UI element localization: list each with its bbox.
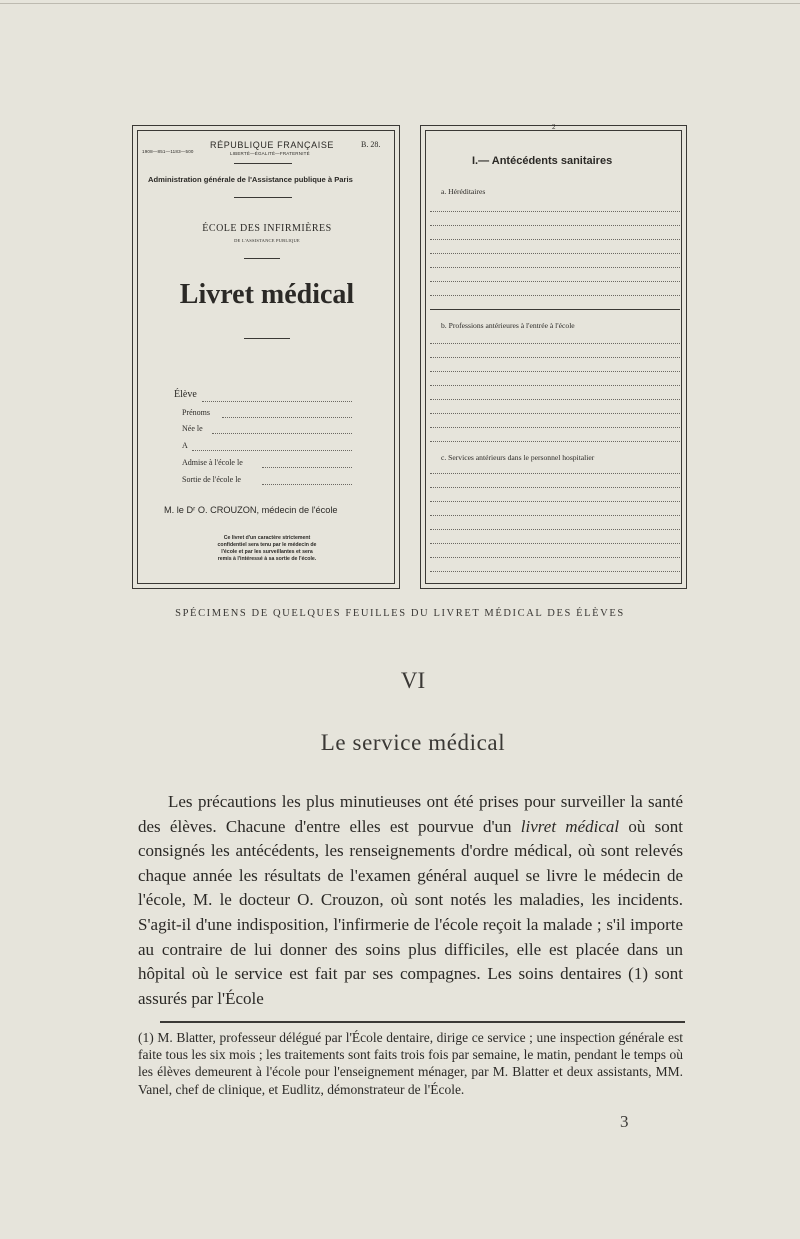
field-label-a: A: [182, 441, 188, 450]
body-emphasis: livret médical: [520, 816, 620, 836]
card-page-number: 2: [552, 123, 556, 131]
livret-page2-inner-frame: [425, 123, 682, 584]
form-reference: B. 28.: [361, 140, 381, 149]
section-b-label: b. Professions antérieures à l'entrée à l'école: [441, 321, 575, 330]
school-subtitle: DE L'ASSISTANCE PUBLIQUE: [234, 238, 300, 243]
livret-cover-inner-frame: [137, 130, 395, 584]
entry-line: [430, 501, 680, 502]
entry-line: [430, 239, 680, 240]
school-name: ÉCOLE DES INFIRMIÈRES: [202, 223, 332, 234]
field-line: [192, 450, 352, 451]
footnote-rule: [160, 1021, 685, 1023]
entry-line: [430, 543, 680, 544]
page-number: 3: [620, 1112, 629, 1131]
entry-line: [430, 515, 680, 516]
notice-line: remis à l'intéressé à sa sortie de l'école.: [217, 556, 317, 562]
field-label-prenoms: Prénoms: [182, 408, 210, 417]
field-line: [262, 467, 352, 468]
field-line: [212, 433, 352, 434]
field-line: [222, 417, 352, 418]
field-label-eleve: Élève: [174, 389, 197, 400]
entry-line: [430, 253, 680, 254]
entry-line: [430, 357, 680, 358]
body-paragraph: [138, 790, 683, 1011]
livret-cover-specimen: [132, 125, 400, 589]
section-divider: [430, 309, 680, 310]
entry-line: [430, 343, 680, 344]
entry-line: [430, 371, 680, 372]
section-a-label: a. Héréditaires: [441, 187, 486, 196]
entry-line: [430, 473, 680, 474]
page-edge-line: [0, 3, 800, 4]
entry-line: [430, 267, 680, 268]
notice-line: Ce livret d'un caractère strictement: [223, 535, 311, 541]
livret-page2-specimen: [420, 125, 687, 589]
body-text-rest: où sont consignés les antécédents, les renseignements d'ordre médical, où sont relevés chaque année les résultats de l'examen général auquel se livre le médecin de l'école, M. le docteur O. Crouzon, où sont notés les maladies, les incidents. S'agit-il d'une indisposition, l'infirmerie de l'école reçoit la malade ; s'il importe au contraire de lui donner des soins plus difficiles, elle est placée dans un hôpital où le service est fait par ses compagnes. Les soins dentaires (1) sont assurés par l'École: [138, 816, 683, 1008]
print-code: 1908—851—1183—500: [142, 149, 194, 154]
entry-line: [430, 441, 680, 442]
field-label-admise: Admise à l'école le: [182, 458, 243, 467]
republic-header: RÉPUBLIQUE FRANÇAISE: [210, 140, 335, 150]
confidential-notice: [158, 535, 376, 563]
livret-title: Livret médical: [179, 279, 355, 310]
footnote: (1) M. Blatter, professeur délégué par l'École dentaire, dirige ce service ; une inspection générale est faite tous les six mois ; les traitements sont faits trois fois par semaine, le matin, pendant le temps où les élèves demeurent à l'école pour l'enseignement ménager, par M. Blatter et deux assistants, MM. Vanel, chef de clinique, et Eudlitz, démonstrateur de l'École.: [138, 1030, 683, 1097]
entry-line: [430, 557, 680, 558]
body-text-start: Les précautions les plus minutieuses ont été prises pour surveiller la santé des élèves. Chacune d'entre elles est pourvue d'un: [138, 792, 683, 836]
republic-motto: LIBERTÉ—ÉGALITÉ—FRATERNITÉ: [230, 151, 310, 156]
antecedents-heading: I.— Antécédents sanitaires: [472, 155, 613, 167]
administration-line: Administration générale de l'Assistance publique à Paris: [148, 175, 353, 184]
field-line: [202, 401, 352, 402]
entry-line: [430, 295, 680, 296]
specimen-figure: [132, 125, 687, 590]
entry-line: [430, 281, 680, 282]
entry-line: [430, 571, 680, 572]
notice-line: l'école et par les surveillantes et sera: [221, 549, 313, 555]
entry-line: [430, 413, 680, 414]
field-line: [262, 484, 352, 485]
section-c-label: c. Services antérieurs dans le personnel hospitalier: [441, 453, 595, 462]
notice-line: confidentiel sera tenu par le médecin de: [217, 542, 317, 548]
doctor-line: M. le Dʳ O. CROUZON, médecin de l'école: [164, 505, 338, 515]
divider: [234, 197, 292, 198]
entry-line: [430, 385, 680, 386]
chapter-title: Le service médical: [320, 730, 506, 755]
entry-line: [430, 427, 680, 428]
field-label-sortie: Sortie de l'école le: [182, 475, 241, 484]
divider: [234, 163, 292, 164]
entry-line: [430, 211, 680, 212]
divider: [244, 258, 280, 259]
field-label-nee: Née le: [182, 424, 203, 433]
entry-line: [430, 225, 680, 226]
entry-line: [430, 487, 680, 488]
entry-line: [430, 529, 680, 530]
chapter-number: VI: [400, 668, 426, 693]
divider: [244, 338, 290, 339]
figure-caption: SPÉCIMENS DE QUELQUES FEUILLES DU LIVRET MÉDICAL DES ÉLÈVES: [175, 608, 625, 619]
entry-line: [430, 399, 680, 400]
